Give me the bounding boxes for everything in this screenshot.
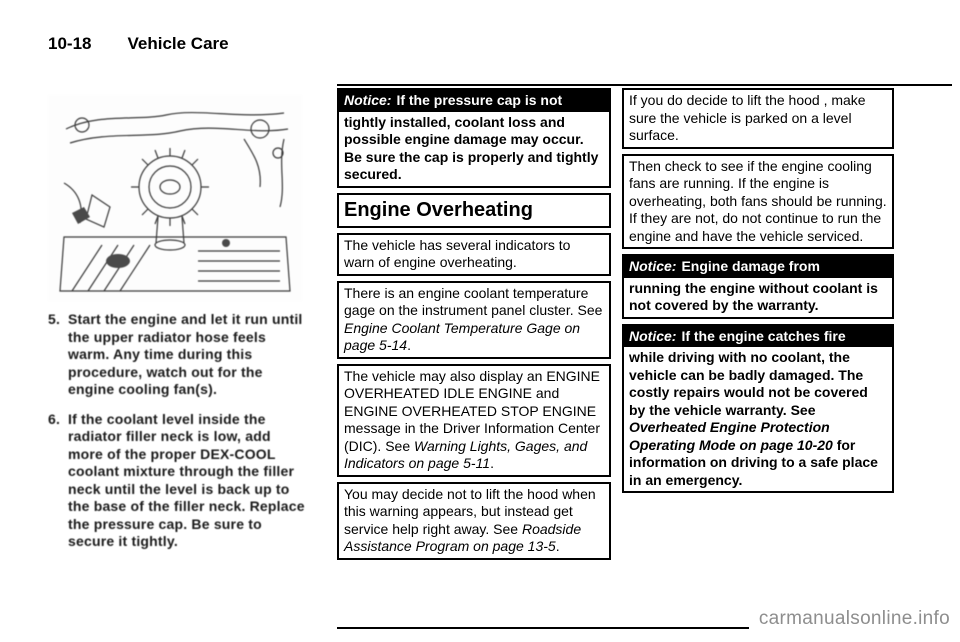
page-header (48, 34, 229, 54)
paragraph-text (339, 484, 609, 558)
page-number: 10-18 (48, 34, 92, 53)
step-item-6 (48, 411, 306, 551)
engine-figure-drawing (48, 95, 302, 301)
paragraph-dic-message (337, 364, 611, 477)
notice-body: tightly installed, coolant loss and possible engine damage may occur. Be sure the cap is properly and tightly secured. (344, 113, 599, 182)
paragraph-service-help (337, 482, 611, 560)
paragraph-run: . (407, 337, 411, 353)
step-item-5 (48, 311, 306, 399)
cross-reference: Overheated Engine Protection Operating Mode on page 10-20 (629, 419, 833, 453)
notice-inverted-text: If the pressure cap is not (396, 92, 563, 108)
paragraph-text: The vehicle has several indicators to warn of engine overheating. (344, 236, 571, 270)
step-number: 6. (48, 410, 61, 427)
top-rule (337, 84, 952, 86)
notice-body (624, 347, 892, 491)
notice-engine-damage (622, 254, 894, 319)
paragraph-cooling-fans (622, 154, 894, 250)
paragraph-run: The vehicle may also display an ENGINE OVERHEATED IDLE ENGINE and ENGINE OVERHEATED STOP ENGINE message in the Driver Information Center (DIC). See (344, 367, 600, 454)
engine-compartment-illustration (48, 95, 302, 301)
paragraph-text: If you do decide to lift the hood , make sure the vehicle is parked on a level surface. (629, 92, 866, 143)
notice-body: running the engine without coolant is not covered by the warranty. (629, 279, 878, 313)
cross-reference: Roadside Assistance Program on page 13-5 (344, 520, 582, 554)
right-column (622, 88, 894, 498)
notice-inverted-line (339, 90, 609, 112)
paragraph-run: . (555, 538, 560, 554)
cross-reference: Warning Lights, Gages, and Indicators on page 5-11 (344, 437, 588, 471)
cross-reference: Engine Coolant Temperature Gage on page 5-14 (344, 319, 581, 353)
paragraph-run: for information on driving to a safe place in an emergency. (629, 436, 878, 488)
paragraph-text (339, 283, 609, 357)
section-title: Vehicle Care (127, 34, 229, 53)
step-number: 5. (48, 311, 61, 327)
paragraph-run: . (490, 455, 494, 471)
notice-engine-fire (622, 324, 894, 494)
left-column (48, 95, 306, 563)
notice-inverted-text: If the engine catches fire (681, 327, 846, 344)
paragraph-run: You may decide not to lift the hood when this warning appears, but instead get service help right away. See (344, 485, 596, 537)
step-text: If the coolant level inside the radiator filler neck is low, add more of the proper DEX-COOL coolant mixture through the filler neck until the level is back up to the base of the filler neck. Replace the pressure cap. Be sure to secure it tightly. (68, 410, 305, 549)
notice-pressure-cap (337, 88, 611, 188)
paragraph-lift-hood (622, 88, 894, 149)
paragraph-text: Then check to see if the engine cooling fans are running. If the engine is overheating, both fans should be running. If they are not, do not continue to run the engine and have the vehicle serviced. (629, 157, 887, 244)
paragraph-indicators (337, 233, 611, 276)
paragraph-run: There is an engine coolant temperature gage on the instrument panel cluster. See (344, 284, 603, 318)
section-heading-engine-overheating: Engine Overheating (337, 193, 611, 228)
step-text: Start the engine and let it run until the upper radiator hose feels warm. Any time during this procedure, watch out for the engine cooling fan(s). (68, 311, 303, 397)
notice-inverted-line (624, 326, 892, 348)
notice-inverted-text: Engine damage from (681, 258, 820, 274)
procedure-steps (48, 311, 306, 551)
notice-label: Notice: (629, 258, 677, 274)
notice-label: Notice: (629, 327, 677, 344)
paragraph-text (339, 366, 609, 475)
paragraph-run: while driving with no coolant, the vehicle can be badly damaged. The costly repairs would not be covered by the vehicle warranty. See (629, 349, 868, 418)
paragraph-coolant-gage (337, 281, 611, 359)
middle-column (337, 88, 611, 565)
watermark: carmanualsonline.info (749, 606, 954, 634)
notice-inverted-line (624, 256, 892, 278)
notice-label: Notice: (344, 92, 392, 108)
